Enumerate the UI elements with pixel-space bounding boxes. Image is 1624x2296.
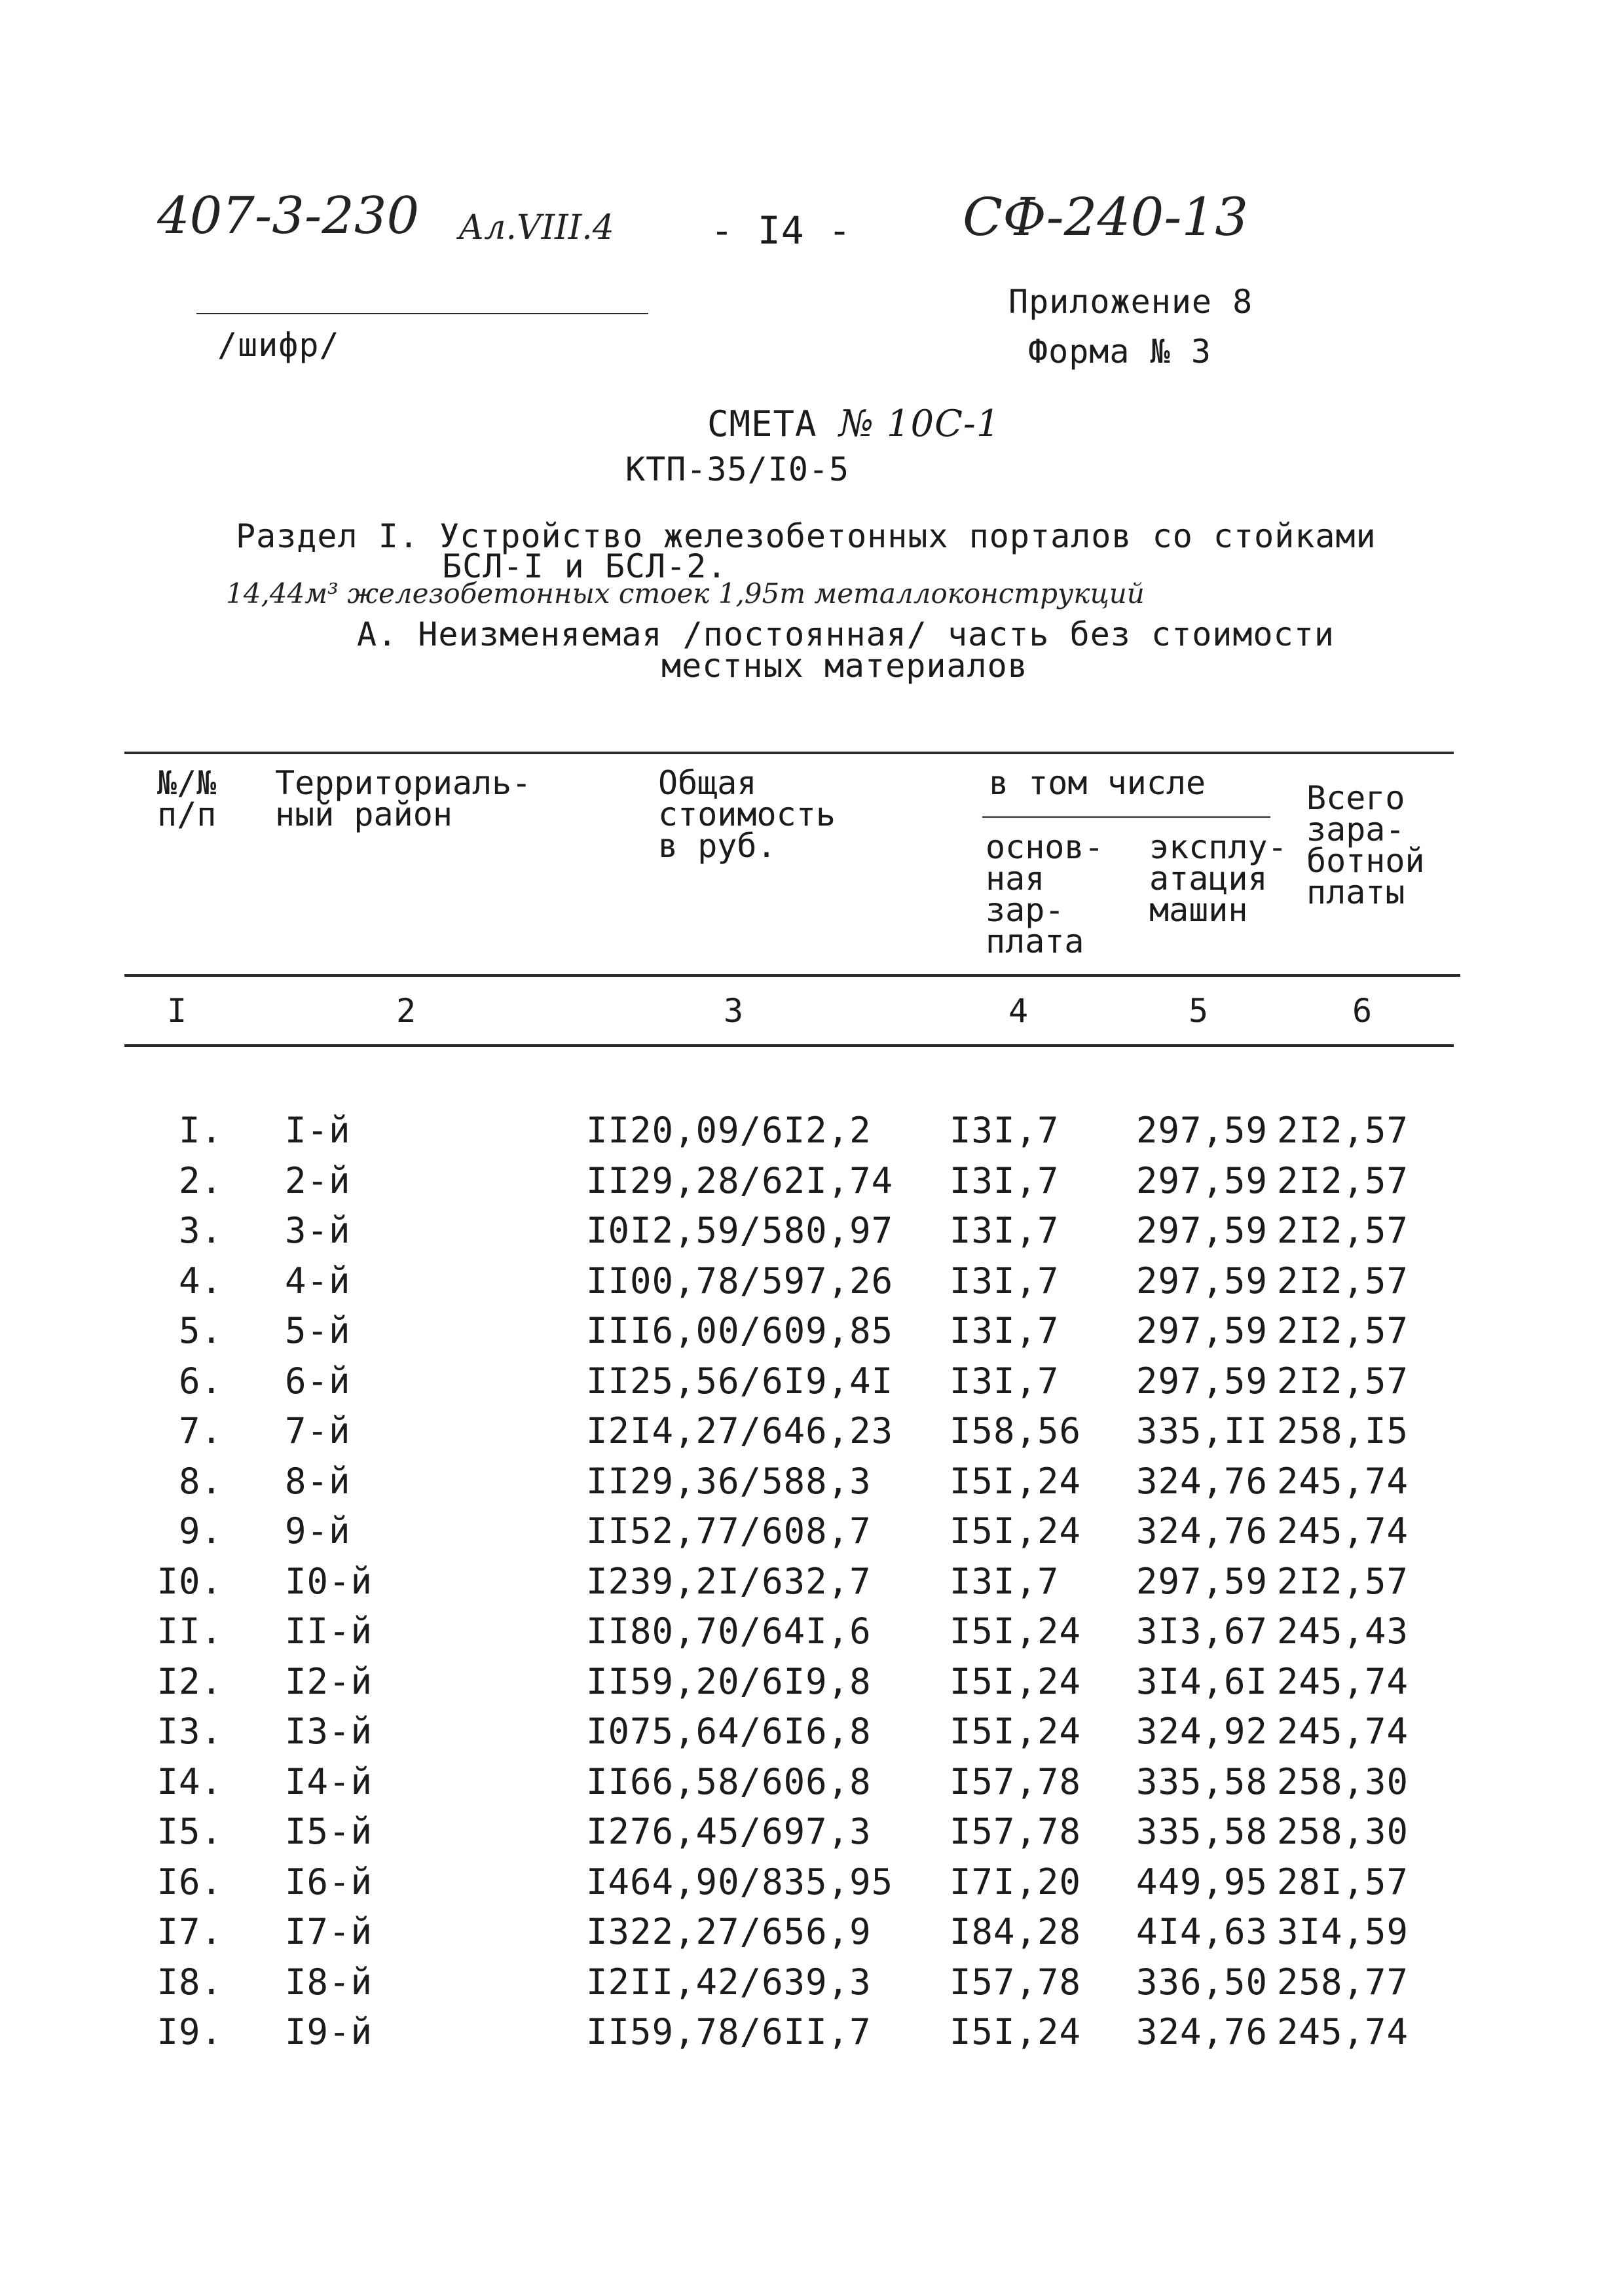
row-total-wage: 2I2,57: [1277, 1260, 1409, 1302]
row-total-wage: 3I4,59: [1277, 1911, 1409, 1952]
row-total-wage: 245,74: [1277, 2011, 1409, 2052]
row-number: I.: [178, 1110, 223, 1151]
header-including: в том числе: [989, 764, 1206, 802]
row-region: I5-й: [285, 1811, 373, 1852]
row-number: 4.: [178, 1260, 223, 1302]
row-base-wage: I57,78: [950, 1811, 1082, 1852]
row-machine-operation: 297,59: [1136, 1260, 1268, 1302]
row-machine-operation: 297,59: [1136, 1360, 1268, 1402]
row-machine-operation: 324,76: [1136, 2011, 1268, 2052]
row-total-cost: II59,20/6I9,8: [586, 1660, 872, 1702]
cipher-label: /шифр/: [217, 326, 340, 364]
row-total-wage: 258,77: [1277, 1961, 1409, 2003]
row-number: I7.: [157, 1911, 223, 1952]
row-region: I3-й: [285, 1711, 373, 1752]
row-region: I-й: [285, 1110, 351, 1151]
header-total: Общая стоимость в руб.: [658, 764, 836, 865]
section-title-cont: БСЛ-I и БСЛ-2.: [442, 547, 728, 585]
row-region: I7-й: [285, 1911, 373, 1952]
row-machine-operation: 3I4,6I: [1136, 1660, 1268, 1702]
section-title: Раздел I. Устройство железобетонных порталов со стойками: [236, 517, 1376, 555]
row-machine-operation: 324,76: [1136, 1510, 1268, 1552]
row-machine-operation: 335,58: [1136, 1811, 1268, 1852]
row-region: II-й: [285, 1611, 373, 1652]
appendix-label: Приложение 8: [1008, 283, 1253, 321]
row-base-wage: I57,78: [950, 1760, 1082, 1802]
row-region: 9-й: [285, 1510, 351, 1552]
row-region: I6-й: [285, 1861, 373, 1903]
row-number: I4.: [157, 1760, 223, 1802]
row-total-wage: 2I2,57: [1277, 1560, 1409, 1602]
row-total-wage: 28I,57: [1277, 1861, 1409, 1903]
row-total-wage: 258,30: [1277, 1811, 1409, 1852]
row-total-cost: II66,58/606,8: [586, 1760, 872, 1802]
header-base-wage: основ- ная зар- плата: [986, 828, 1104, 960]
row-base-wage: I3I,7: [950, 1360, 1060, 1402]
form-number: Форма № 3: [1028, 333, 1211, 371]
row-total-wage: 2I2,57: [1277, 1310, 1409, 1351]
handwritten-quantities: 14,44м³ железобетонных стоек 1,95т металлоконструкций: [226, 577, 1145, 610]
handwritten-project-code: 407-3-230: [157, 187, 420, 246]
row-base-wage: I5I,24: [950, 1460, 1082, 1502]
row-base-wage: I3I,7: [950, 1260, 1060, 1302]
row-base-wage: I57,78: [950, 1961, 1082, 2003]
row-region: I2-й: [285, 1660, 373, 1702]
column-number: 5: [1188, 992, 1209, 1030]
row-total-cost: II29,36/588,3: [586, 1460, 872, 1502]
row-base-wage: I84,28: [950, 1911, 1082, 1952]
row-total-cost: III6,00/609,85: [586, 1310, 894, 1351]
row-machine-operation: 297,59: [1136, 1159, 1268, 1201]
header-num: №/№ п/п: [157, 764, 217, 833]
row-base-wage: I3I,7: [950, 1159, 1060, 1201]
handwritten-estimate-code: СФ-240-13: [963, 187, 1249, 247]
row-region: 7-й: [285, 1410, 351, 1451]
row-total-wage: 2I2,57: [1277, 1159, 1409, 1201]
row-total-cost: II80,70/64I,6: [586, 1611, 872, 1652]
row-total-cost: I075,64/6I6,8: [586, 1711, 872, 1752]
page-number: - I4 -: [710, 208, 852, 253]
row-region: I9-й: [285, 2011, 373, 2052]
row-total-wage: 258,30: [1277, 1760, 1409, 1802]
row-region: I8-й: [285, 1961, 373, 2003]
header-machines: эксплу- атация машин: [1149, 828, 1287, 929]
row-machine-operation: 336,50: [1136, 1961, 1268, 2003]
table-top-rule: [124, 752, 1454, 754]
row-region: I0-й: [285, 1560, 373, 1602]
part-a-title: А. Неизменяемая /постоянная/ часть без стоимости: [357, 615, 1335, 653]
row-base-wage: I5I,24: [950, 1510, 1082, 1552]
part-a-title-cont: местных материалов: [661, 647, 1028, 685]
row-total-cost: II25,56/6I9,4I: [586, 1360, 894, 1402]
row-base-wage: I58,56: [950, 1410, 1082, 1451]
row-number: I3.: [157, 1711, 223, 1752]
column-number: 4: [1008, 992, 1029, 1030]
row-total-wage: 245,74: [1277, 1510, 1409, 1552]
row-total-cost: II00,78/597,26: [586, 1260, 894, 1302]
row-base-wage: I7I,20: [950, 1861, 1082, 1903]
row-base-wage: I5I,24: [950, 2011, 1082, 2052]
estimate-prefix: СМЕТА: [707, 403, 817, 445]
row-machine-operation: 449,95: [1136, 1861, 1268, 1903]
header-bottom-rule: [124, 974, 1460, 977]
row-base-wage: I5I,24: [950, 1660, 1082, 1702]
header-total-wage: Всего зара- ботной платы: [1306, 779, 1425, 911]
row-number: 5.: [178, 1310, 223, 1351]
row-total-wage: 245,74: [1277, 1460, 1409, 1502]
row-number: I8.: [157, 1961, 223, 2003]
row-number: 8.: [178, 1460, 223, 1502]
row-region: 4-й: [285, 1260, 351, 1302]
row-machine-operation: 297,59: [1136, 1110, 1268, 1151]
row-number: 2.: [178, 1159, 223, 1201]
row-region: I4-й: [285, 1760, 373, 1802]
column-numbers-rule: [124, 1044, 1454, 1047]
row-number: I6.: [157, 1861, 223, 1903]
column-number: 3: [723, 992, 744, 1030]
row-machine-operation: 297,59: [1136, 1560, 1268, 1602]
row-region: 6-й: [285, 1360, 351, 1402]
row-base-wage: I3I,7: [950, 1310, 1060, 1351]
row-number: I0.: [157, 1560, 223, 1602]
column-number: 6: [1352, 992, 1373, 1030]
row-number: II.: [157, 1611, 223, 1652]
including-underline: [982, 816, 1270, 818]
row-machine-operation: 3I3,67: [1136, 1611, 1268, 1652]
row-total-cost: II29,28/62I,74: [586, 1159, 894, 1201]
row-number: 3.: [178, 1210, 223, 1251]
row-total-wage: 2I2,57: [1277, 1210, 1409, 1251]
row-total-wage: 245,43: [1277, 1611, 1409, 1652]
row-total-wage: 2I2,57: [1277, 1110, 1409, 1151]
row-total-wage: 258,I5: [1277, 1410, 1409, 1451]
row-machine-operation: 335,58: [1136, 1760, 1268, 1802]
row-total-wage: 245,74: [1277, 1711, 1409, 1752]
row-machine-operation: 297,59: [1136, 1210, 1268, 1251]
row-number: 9.: [178, 1510, 223, 1552]
row-region: 2-й: [285, 1159, 351, 1201]
row-total-cost: I0I2,59/580,97: [586, 1210, 894, 1251]
row-machine-operation: 297,59: [1136, 1310, 1268, 1351]
row-region: 3-й: [285, 1210, 351, 1251]
row-number: I5.: [157, 1811, 223, 1852]
row-region: 8-й: [285, 1460, 351, 1502]
row-total-cost: I464,90/835,95: [586, 1861, 894, 1903]
row-total-cost: II59,78/6II,7: [586, 2011, 872, 2052]
estimate-number: № 10С-1: [839, 403, 1001, 445]
row-machine-operation: 335,II: [1136, 1410, 1268, 1451]
row-number: I9.: [157, 2011, 223, 2052]
row-base-wage: I5I,24: [950, 1711, 1082, 1752]
row-region: 5-й: [285, 1310, 351, 1351]
estimate-title: [707, 403, 1001, 445]
row-total-cost: I239,2I/632,7: [586, 1560, 872, 1602]
row-number: 7.: [178, 1410, 223, 1451]
row-machine-operation: 324,92: [1136, 1711, 1268, 1752]
header-region: Территориаль- ный район: [275, 764, 532, 833]
row-total-cost: I2I4,27/646,23: [586, 1410, 894, 1451]
row-machine-operation: 4I4,63: [1136, 1911, 1268, 1952]
row-total-wage: 245,74: [1277, 1660, 1409, 1702]
object-code: КТП-35/I0-5: [625, 450, 850, 488]
row-total-cost: I322,27/656,9: [586, 1911, 872, 1952]
row-base-wage: I3I,7: [950, 1210, 1060, 1251]
row-total-cost: I2II,42/639,3: [586, 1961, 872, 2003]
row-number: 6.: [178, 1360, 223, 1402]
row-total-cost: II20,09/6I2,2: [586, 1110, 872, 1151]
row-base-wage: I3I,7: [950, 1560, 1060, 1602]
handwritten-album-code: Ал.VIII.4: [458, 208, 614, 247]
row-number: I2.: [157, 1660, 223, 1702]
column-number: I: [166, 992, 187, 1030]
row-base-wage: I3I,7: [950, 1110, 1060, 1151]
row-base-wage: I5I,24: [950, 1611, 1082, 1652]
row-total-wage: 2I2,57: [1277, 1360, 1409, 1402]
cipher-underline: [196, 313, 648, 314]
row-total-cost: I276,45/697,3: [586, 1811, 872, 1852]
column-number: 2: [396, 992, 416, 1030]
row-machine-operation: 324,76: [1136, 1460, 1268, 1502]
row-total-cost: II52,77/608,7: [586, 1510, 872, 1552]
